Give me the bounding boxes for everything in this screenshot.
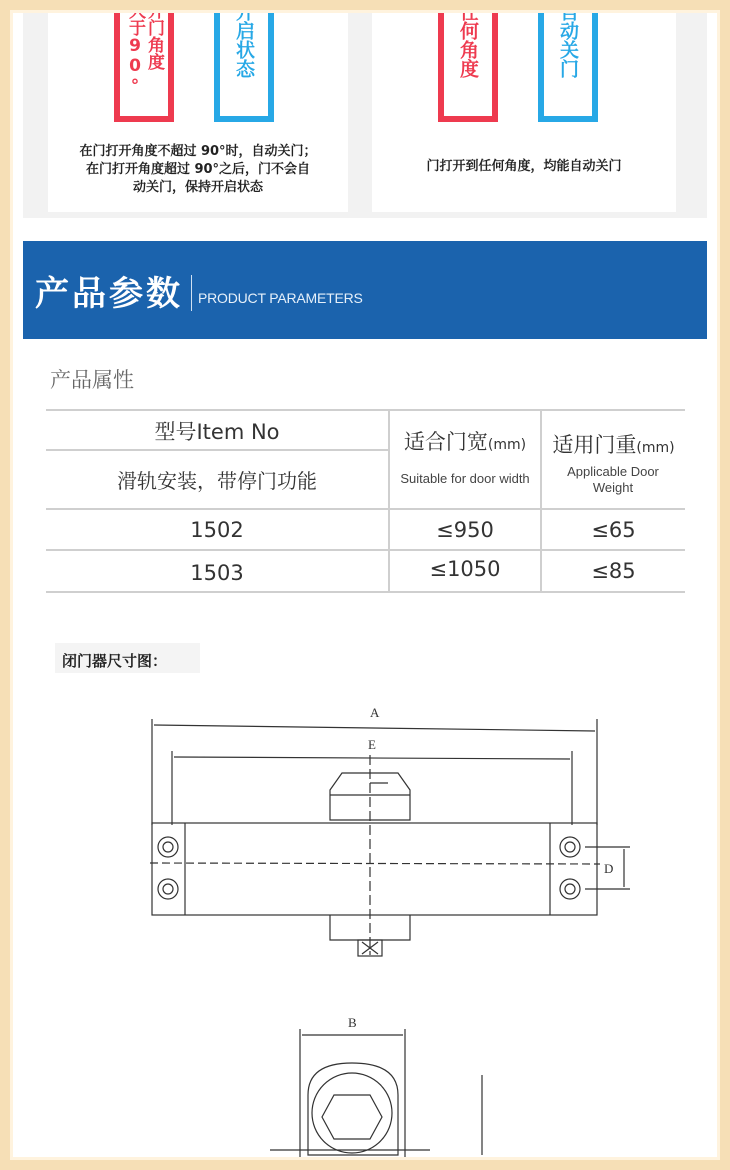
- feature-box-angle-over-90: [114, 0, 174, 122]
- section-label: 产品属性: [50, 368, 134, 392]
- feature-box-open-state-text: 开启状态: [233, 2, 255, 78]
- banner-title: 产品参数: [35, 273, 183, 314]
- feature-box-any-angle: [438, 0, 498, 122]
- dim-a-line: [154, 725, 595, 731]
- body-centerline: [150, 863, 600, 864]
- feature-card-hold-open: [48, 0, 348, 212]
- header-weight-en: Applicable Door Weight: [567, 464, 659, 495]
- dimension-label: 闭门器尺寸图：: [62, 652, 168, 670]
- banner-subtitle: PRODUCT PARAMETERS: [198, 290, 363, 306]
- parameter-table: [46, 409, 685, 593]
- desc-line-3: 动关门，保持开启状态: [132, 180, 263, 195]
- header-weight-unit: (mm): [636, 440, 675, 456]
- closer-body: [152, 823, 597, 915]
- section-banner: [23, 241, 707, 339]
- feature-box-open-state: [214, 0, 274, 122]
- header-weight: [542, 421, 685, 467]
- dim-b-label: B: [348, 1015, 357, 1030]
- mount-hole-left-top: [158, 837, 178, 857]
- mount-hole-right-bottom-inner: [565, 884, 575, 894]
- header-width-unit: (mm): [487, 437, 527, 453]
- door-closer-dimension-drawing: [130, 695, 650, 1160]
- mount-hole-right-top: [560, 837, 580, 857]
- dim-e-label: E: [368, 737, 376, 752]
- mount-hole-left-top-inner: [163, 842, 173, 852]
- mount-hole-left-bottom: [158, 879, 178, 899]
- feature-card-any-angle: [372, 0, 676, 212]
- feature-card-hold-open-desc: [52, 143, 344, 197]
- feature-box-auto-close-text: 自动关门: [557, 2, 579, 78]
- row-1503-width: ≤1050: [429, 557, 501, 581]
- row-1503-weight: ≤85: [591, 559, 636, 583]
- header-width-label: 适合门宽: [403, 430, 488, 454]
- side-view-hex: [322, 1095, 382, 1139]
- dim-a-label: A: [370, 705, 380, 720]
- row-1502-width: ≤950: [436, 517, 494, 542]
- feature-box-angle-line2: 大于90°: [125, 2, 145, 96]
- dim-e-line: [174, 757, 570, 759]
- desc-line-2: 在门打开角度超过 90°之后，门不会自: [85, 162, 311, 177]
- mount-hole-right-top-inner: [565, 842, 575, 852]
- feature-box-auto-close: [538, 0, 598, 122]
- header-weight-label: 适用门重: [552, 433, 637, 457]
- header-model: 型号Item No: [154, 420, 280, 444]
- side-view-body: [308, 1063, 398, 1155]
- feature-card-any-angle-desc: 门打开到任何角度，均能自动关门: [426, 159, 622, 174]
- header-width-en: Suitable for door width: [400, 471, 530, 486]
- feature-box-any-angle-text: 任何角度: [457, 2, 479, 78]
- mount-hole-right-bottom: [560, 879, 580, 899]
- row-1502-weight: ≤65: [591, 517, 636, 542]
- dim-d-label: D: [604, 861, 614, 876]
- mount-hole-left-bottom-inner: [163, 884, 173, 894]
- row-1503-model: 1503: [190, 561, 244, 585]
- desc-line-1: 在门打开角度不超过 90°时，自动关门；: [79, 144, 317, 159]
- header-model-sub: 滑轨安装，带停门功能: [117, 469, 317, 493]
- row-1502-model: 1502: [190, 517, 244, 542]
- feature-box-angle-line1: 开门角度: [144, 2, 164, 70]
- banner-divider: [191, 275, 192, 311]
